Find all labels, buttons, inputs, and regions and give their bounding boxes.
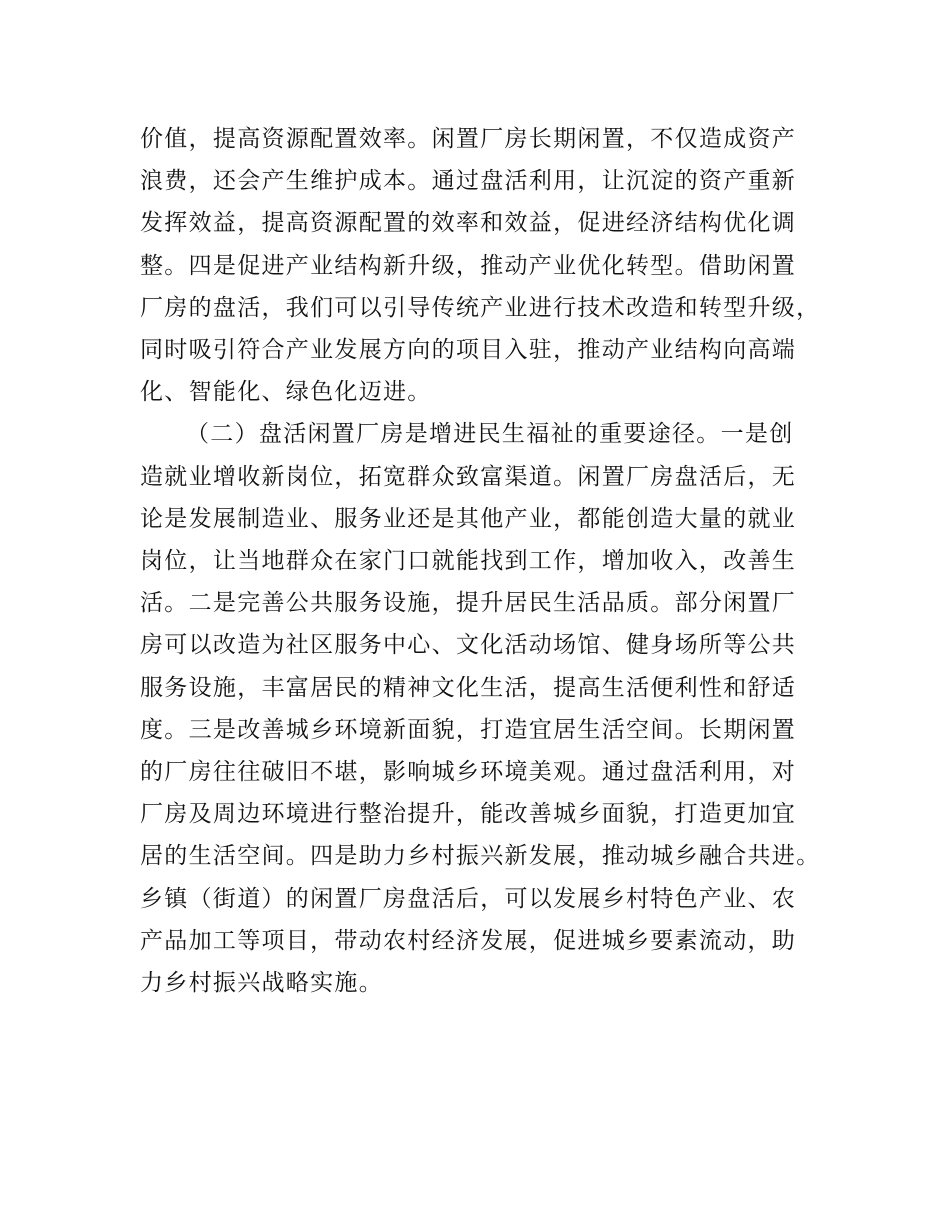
text-line: 浪费，还会产生维护成本。通过盘活利用，让沉淀的资产重新 [140,168,797,195]
text-line: 化、智能化、绿色化迈进。 [140,379,432,406]
text-line: 厂房的盘活，我们可以引导传统产业进行技术改造和转型升级， [140,294,821,321]
paragraph-1 [140,118,830,413]
text-line: 服务设施，丰富居民的精神文化生活，提高生活便利性和舒适 [140,674,797,701]
text-line: 厂房及周边环境进行整治提升，能改善城乡面貌，打造更加宜 [140,801,797,828]
text-line: 力乡村振兴战略实施。 [140,970,383,997]
document-body [140,118,830,1004]
text-line: 度。三是改善城乡环境新面貌，打造宜居生活空间。长期闲置 [140,716,797,743]
text-line: 岗位，让当地群众在家门口就能找到工作，增加收入，改善生 [140,548,797,575]
text-line: 论是发展制造业、服务业还是其他产业，都能创造大量的就业 [140,505,797,532]
text-line: 乡镇（街道）的闲置厂房盘活后，可以发展乡村特色产业、农 [140,885,797,912]
text-line: 的厂房往往破旧不堪，影响城乡环境美观。通过盘活利用，对 [140,759,797,786]
text-line: 造就业增收新岗位，拓宽群众致富渠道。闲置厂房盘活后，无 [140,463,797,490]
text-line-indented: （二）盘活闲置厂房是增进民生福祉的重要途径。一是创 [186,421,794,448]
text-line: 房可以改造为社区服务中心、文化活动场馆、健身场所等公共 [140,632,797,659]
text-line: 整。四是促进产业结构新升级，推动产业优化转型。借助闲置 [140,252,797,279]
paragraph-2 [140,413,830,1004]
text-line: 居的生活空间。四是助力乡村振兴新发展，推动城乡融合共进。 [140,843,821,870]
text-line: 同时吸引符合产业发展方向的项目入驻，推动产业结构向高端 [140,337,797,364]
text-line: 活。二是完善公共服务设施，提升居民生活品质。部分闲置厂 [140,590,797,617]
text-line: 发挥效益，提高资源配置的效率和效益，促进经济结构优化调 [140,210,797,237]
text-line: 价值，提高资源配置效率。闲置厂房长期闲置，不仅造成资产 [140,126,797,152]
text-line: 产品加工等项目，带动农村经济发展，促进城乡要素流动，助 [140,927,797,954]
